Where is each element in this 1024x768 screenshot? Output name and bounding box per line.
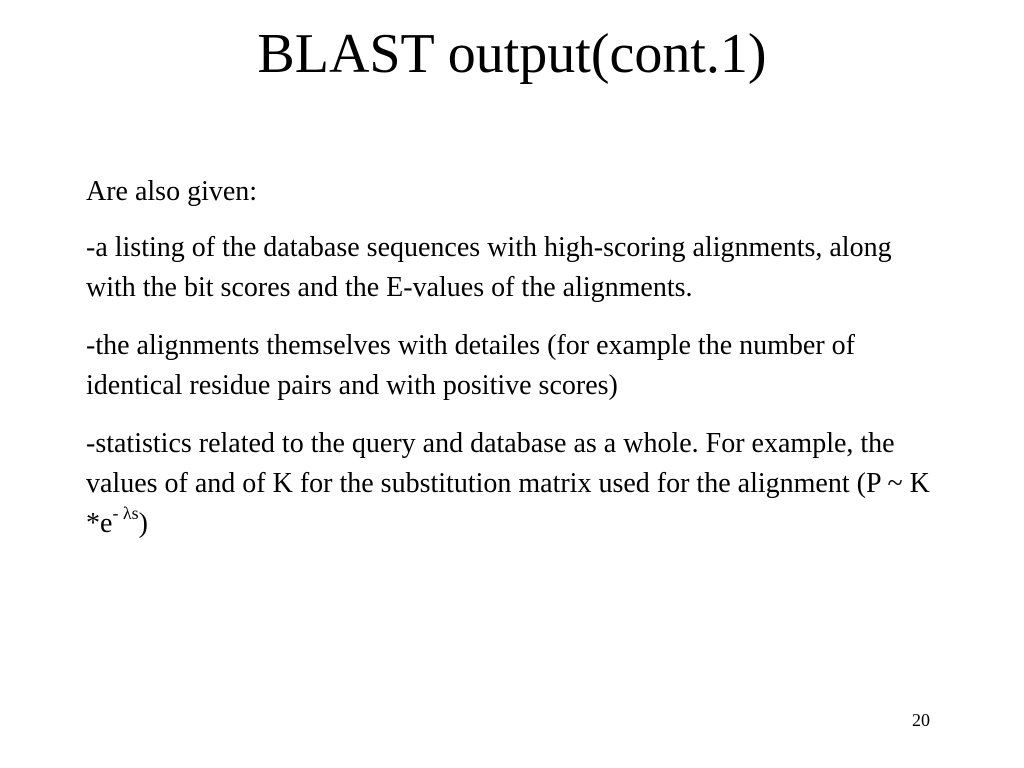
formula-closing-paren: ) <box>138 508 148 539</box>
bullet-alignments-details: -the alignments themselves with detailes (for example the number of identical residue pairs and with positive scores) <box>86 330 855 401</box>
formula-exponent: - λs <box>112 502 139 523</box>
slide-body <box>86 172 946 562</box>
statistics-text: -statistics related to the query and database as a whole. For example, the values of and of K for the substitution matrix used for the alignment (P ~ K *e <box>86 428 930 539</box>
page-number: 20 <box>912 710 930 730</box>
bullet-database-listing: -a listing of the database sequences with high-scoring alignments, along with the bit scores and the E-values of the alignments. <box>86 232 892 303</box>
slide-title: BLAST output(cont.1) <box>257 23 767 85</box>
bullet-statistics <box>86 424 946 544</box>
intro-text: Are also given: <box>86 176 258 207</box>
